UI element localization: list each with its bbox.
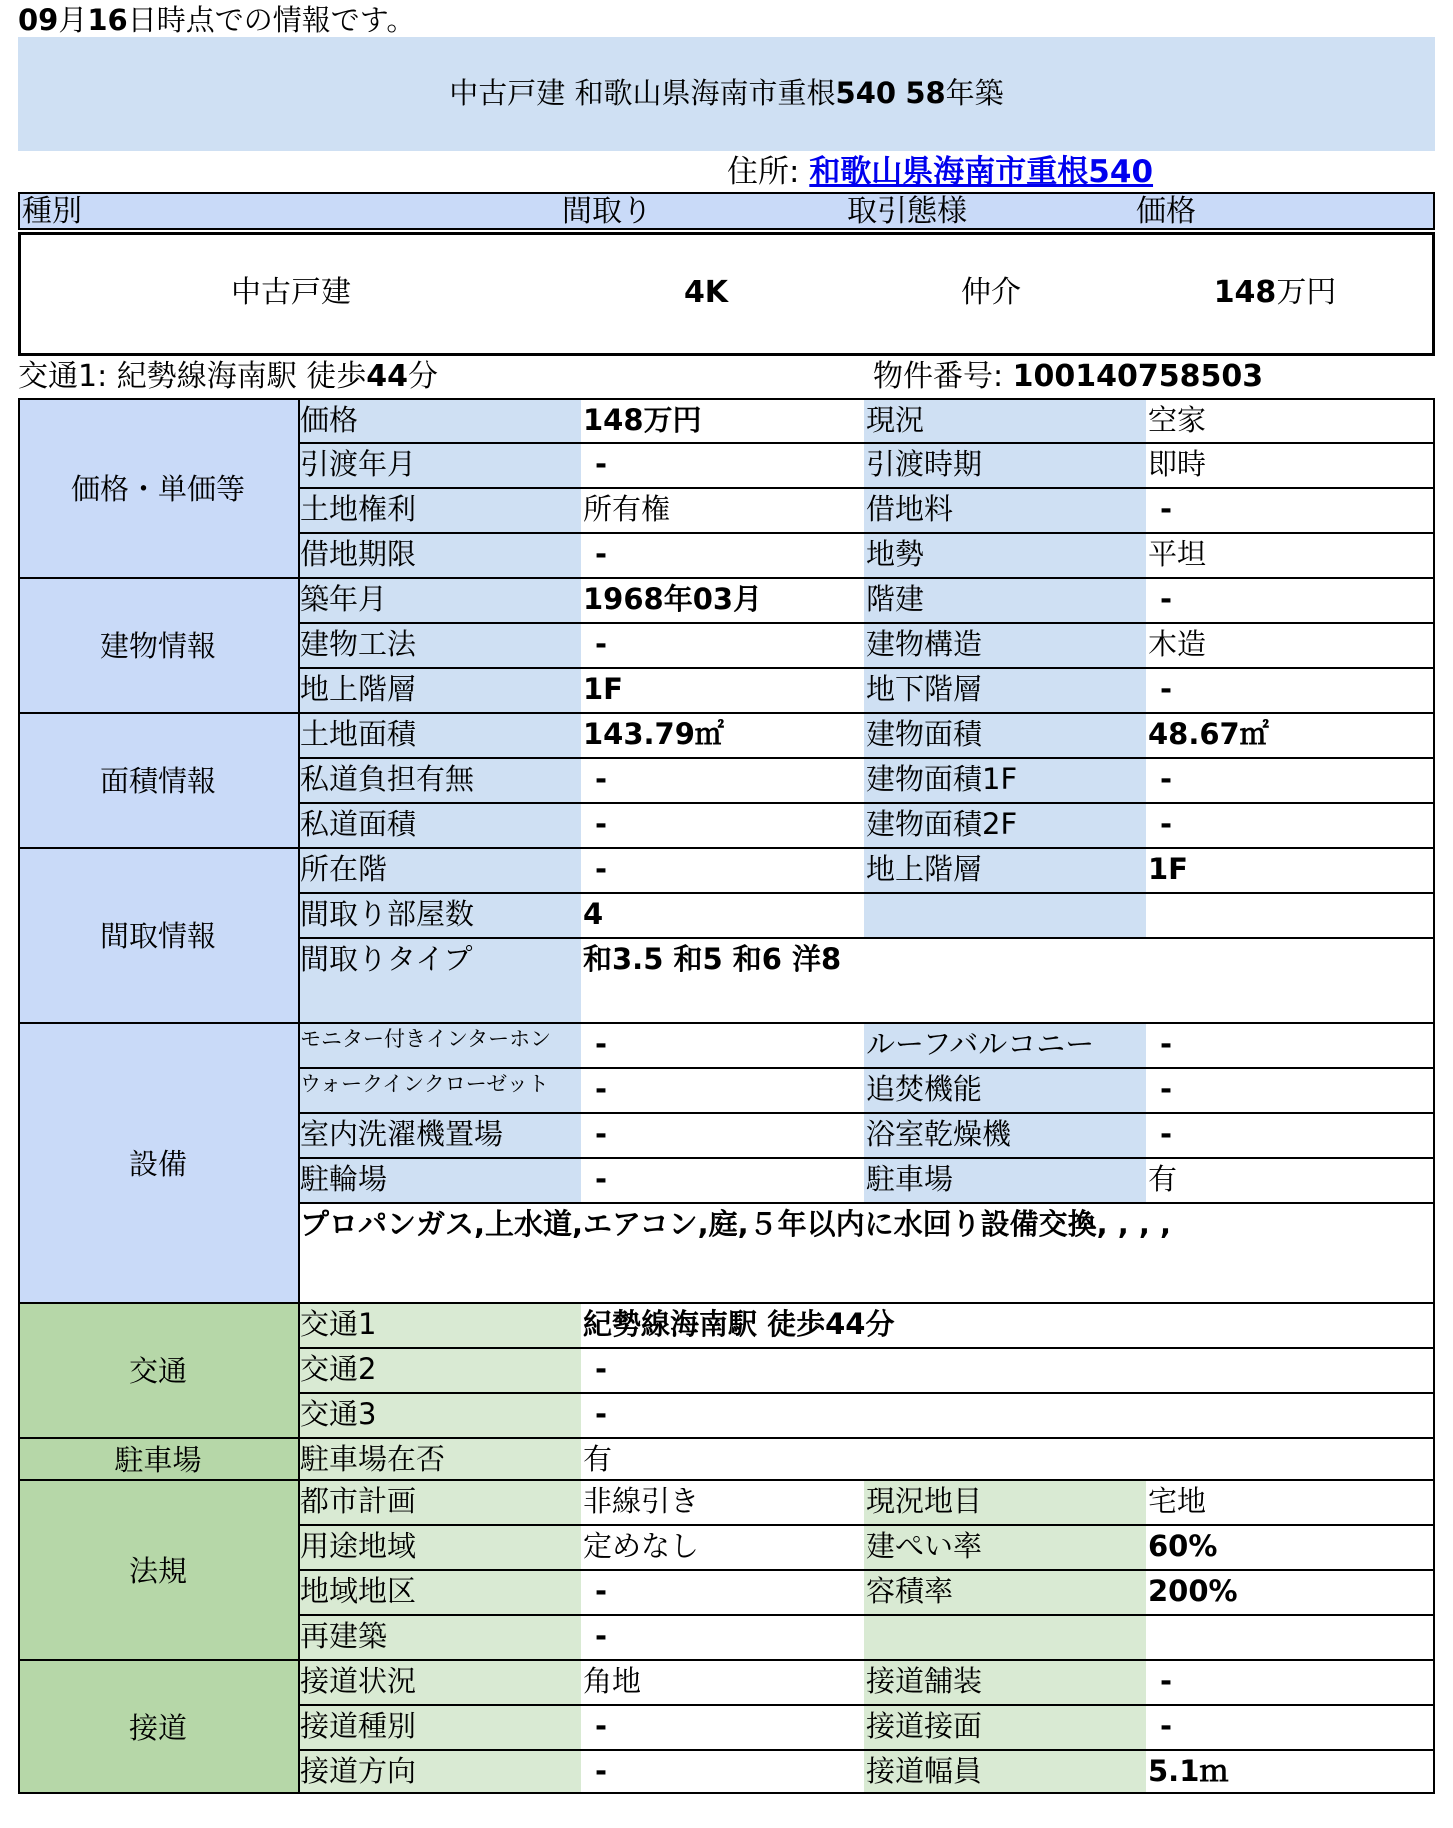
field-value: - (1160, 582, 1173, 616)
row-border (298, 442, 1435, 444)
field-value: 60% (1148, 1529, 1218, 1563)
field-value: 有 (1148, 1162, 1178, 1196)
field-value: - (595, 1117, 608, 1151)
title-banner (18, 37, 1435, 151)
section-cell: 面積情報 (18, 712, 298, 847)
column-border (18, 398, 20, 1794)
field-value: - (595, 1619, 608, 1653)
property-number: 物件番号: 100140758503 (873, 359, 1264, 394)
field-value: 200% (1148, 1574, 1238, 1608)
field-label: 容積率 (864, 1569, 1146, 1614)
field-label: 所在階 (298, 847, 581, 892)
field-label: 接道種別 (298, 1704, 581, 1749)
field-value: 定めなし (583, 1529, 700, 1563)
field-value: - (1160, 762, 1173, 796)
field-value: 143.79㎡ (583, 717, 724, 751)
field-label: 交通3 (298, 1392, 581, 1437)
field-value: - (595, 1072, 608, 1106)
field-value: - (1160, 807, 1173, 841)
row-border (298, 1067, 1435, 1069)
row-border (298, 1157, 1435, 1159)
row-border (298, 1569, 1435, 1571)
row-border (298, 1112, 1435, 1114)
field-value: 即時 (1148, 447, 1207, 481)
field-value: - (595, 1027, 608, 1061)
row-border (298, 487, 1435, 489)
section-cell: 駐車場 (18, 1437, 298, 1479)
field-value: 1F (1148, 852, 1188, 886)
section-cell: 交通 (18, 1302, 298, 1437)
row-border (298, 1749, 1435, 1751)
field-label: 浴室乾燥機 (864, 1112, 1146, 1157)
field-value: 48.67㎡ (1148, 717, 1269, 751)
field-label: 地勢 (864, 532, 1146, 577)
field-label: 地域地区 (298, 1569, 581, 1614)
row-border (298, 802, 1435, 804)
field-value: 148万円 (583, 403, 702, 437)
field-value: - (595, 807, 608, 841)
row-border (298, 1524, 1435, 1526)
field-label: 接道舗装 (864, 1659, 1146, 1704)
row-border (298, 937, 1435, 939)
field-value: - (595, 627, 608, 661)
field-value: 5.1ｍ (1148, 1754, 1229, 1788)
field-value: - (595, 537, 608, 571)
field-label (864, 1614, 1146, 1659)
summary-header-type: 種別 (22, 194, 82, 229)
row-border (18, 1792, 1435, 1794)
field-label: 土地権利 (298, 487, 581, 532)
equipment-note: プロパンガス,上水道,エアコン,庭,５年以内に水回り設備交換, , , , (300, 1207, 1171, 1241)
field-value (1146, 1614, 1435, 1659)
field-value: 宅地 (1148, 1484, 1207, 1518)
field-label: 接道幅員 (864, 1749, 1146, 1794)
section-cell: 設備 (18, 1022, 298, 1302)
row-border (298, 1347, 1435, 1349)
section-cell: 法規 (18, 1479, 298, 1659)
field-label: 価格 (298, 398, 581, 442)
field-value: - (595, 447, 608, 481)
field-label: 駐輪場 (298, 1157, 581, 1202)
property-detail-table (18, 398, 1435, 1812)
summary-price: 148万円 (1213, 275, 1337, 310)
field-value: - (1160, 672, 1173, 706)
row-border (18, 577, 1435, 579)
field-value: - (595, 1574, 608, 1608)
field-label: 現況 (864, 398, 1146, 442)
field-label: ルーフバルコニー (864, 1022, 1146, 1067)
field-label: 接道方向 (298, 1749, 581, 1794)
field-value: 1968年03月 (583, 582, 763, 616)
field-label: 建物工法 (298, 622, 581, 667)
field-value: - (595, 1709, 608, 1743)
summary-values-row (18, 232, 1435, 356)
row-border (18, 1659, 1435, 1661)
field-label: 用途地域 (298, 1524, 581, 1569)
address-label: 住所: (727, 154, 800, 190)
field-value: 紀勢線海南駅 徒歩44分 (583, 1307, 895, 1341)
field-label: 接道接面 (864, 1704, 1146, 1749)
summary-transaction: 仲介 (961, 275, 1021, 310)
field-label: 建物構造 (864, 622, 1146, 667)
field-label: 再建築 (298, 1614, 581, 1659)
field-label: 借地期限 (298, 532, 581, 577)
field-label: 地上階層 (864, 847, 1146, 892)
field-label: 建ぺい率 (864, 1524, 1146, 1569)
field-value: - (595, 852, 608, 886)
field-value: 1F (583, 672, 623, 706)
field-value: - (595, 1352, 608, 1386)
row-border (298, 667, 1435, 669)
field-value: - (1160, 1117, 1173, 1151)
row-border (298, 1614, 1435, 1616)
field-label: 間取りタイプ (298, 937, 581, 1022)
address-link[interactable]: 和歌山県海南市重根540 (809, 154, 1154, 190)
field-value: - (1160, 492, 1173, 526)
info-date: 09月16日時点での情報です。 (18, 3, 416, 37)
summary-type: 中古戸建 (231, 275, 351, 310)
traffic-summary: 交通1: 紀勢線海南駅 徒歩44分 (18, 359, 439, 394)
field-label (864, 892, 1146, 937)
field-value: 空家 (1148, 403, 1207, 437)
field-label: ウォークインクローゼット (298, 1067, 581, 1112)
row-border (18, 712, 1435, 714)
field-label: 追焚機能 (864, 1067, 1146, 1112)
field-value: - (1160, 1664, 1173, 1698)
row-border (18, 1437, 1435, 1439)
field-label: 借地料 (864, 487, 1146, 532)
section-cell: 接道 (18, 1659, 298, 1794)
field-label: 私道面積 (298, 802, 581, 847)
row-border (18, 847, 1435, 849)
section-cell: 価格・単価等 (18, 398, 298, 577)
field-label: 接道状況 (298, 1659, 581, 1704)
field-label: 引渡年月 (298, 442, 581, 487)
row-border (298, 1704, 1435, 1706)
field-label: 建物面積 (864, 712, 1146, 757)
row-border (298, 892, 1435, 894)
field-label: 建物面積1F (864, 757, 1146, 802)
field-value: - (595, 1754, 608, 1788)
field-label: 階建 (864, 577, 1146, 622)
address-line (727, 153, 1153, 191)
row-border (18, 1302, 1435, 1304)
field-label: 交通2 (298, 1347, 581, 1392)
field-label: モニター付きインターホン (298, 1022, 581, 1067)
column-border (1433, 398, 1435, 1794)
field-value: - (595, 1162, 608, 1196)
field-label: 築年月 (298, 577, 581, 622)
field-value: 非線引き (583, 1484, 700, 1518)
field-label: 交通1 (298, 1302, 581, 1347)
row-border (18, 398, 1435, 400)
summary-header-price: 価格 (1136, 194, 1196, 229)
field-value: - (1160, 1709, 1173, 1743)
field-value: 有 (583, 1442, 613, 1476)
field-label: 地下階層 (864, 667, 1146, 712)
row-border (298, 532, 1435, 534)
field-value: 4 (583, 897, 604, 931)
section-cell: 建物情報 (18, 577, 298, 712)
field-label: 建物面積2F (864, 802, 1146, 847)
field-label: 土地面積 (298, 712, 581, 757)
field-label: 地上階層 (298, 667, 581, 712)
field-value: - (1160, 1027, 1173, 1061)
field-value: 角地 (583, 1664, 642, 1698)
field-label: 現況地目 (864, 1479, 1146, 1524)
summary-header-row (18, 192, 1435, 230)
row-border (298, 622, 1435, 624)
field-label: 駐車場在否 (298, 1437, 581, 1479)
field-label: 間取り部屋数 (298, 892, 581, 937)
field-label: 引渡時期 (864, 442, 1146, 487)
field-label: 室内洗濯機置場 (298, 1112, 581, 1157)
field-value: - (595, 1397, 608, 1431)
row-border (18, 1479, 1435, 1481)
row-border (298, 757, 1435, 759)
page-title: 中古戸建 和歌山県海南市重根540 58年築 (449, 76, 1004, 110)
field-value: 和3.5 和5 和6 洋8 (583, 942, 842, 976)
section-cell: 間取情報 (18, 847, 298, 1022)
field-label: 私道負担有無 (298, 757, 581, 802)
field-value: 所有権 (583, 492, 671, 526)
field-value: - (595, 762, 608, 796)
column-border (298, 398, 300, 1794)
field-value: - (1160, 1072, 1173, 1106)
summary-header-layout: 間取り (562, 194, 652, 229)
row-border (298, 1202, 1435, 1204)
summary-header-transaction: 取引態様 (847, 194, 967, 229)
field-label: 都市計画 (298, 1479, 581, 1524)
summary-layout: 4K (683, 275, 729, 310)
field-label: 駐車場 (864, 1157, 1146, 1202)
row-border (18, 1022, 1435, 1024)
row-border (298, 1392, 1435, 1394)
field-value: 木造 (1148, 627, 1207, 661)
field-value: 平坦 (1148, 537, 1207, 571)
field-value (1146, 892, 1435, 937)
